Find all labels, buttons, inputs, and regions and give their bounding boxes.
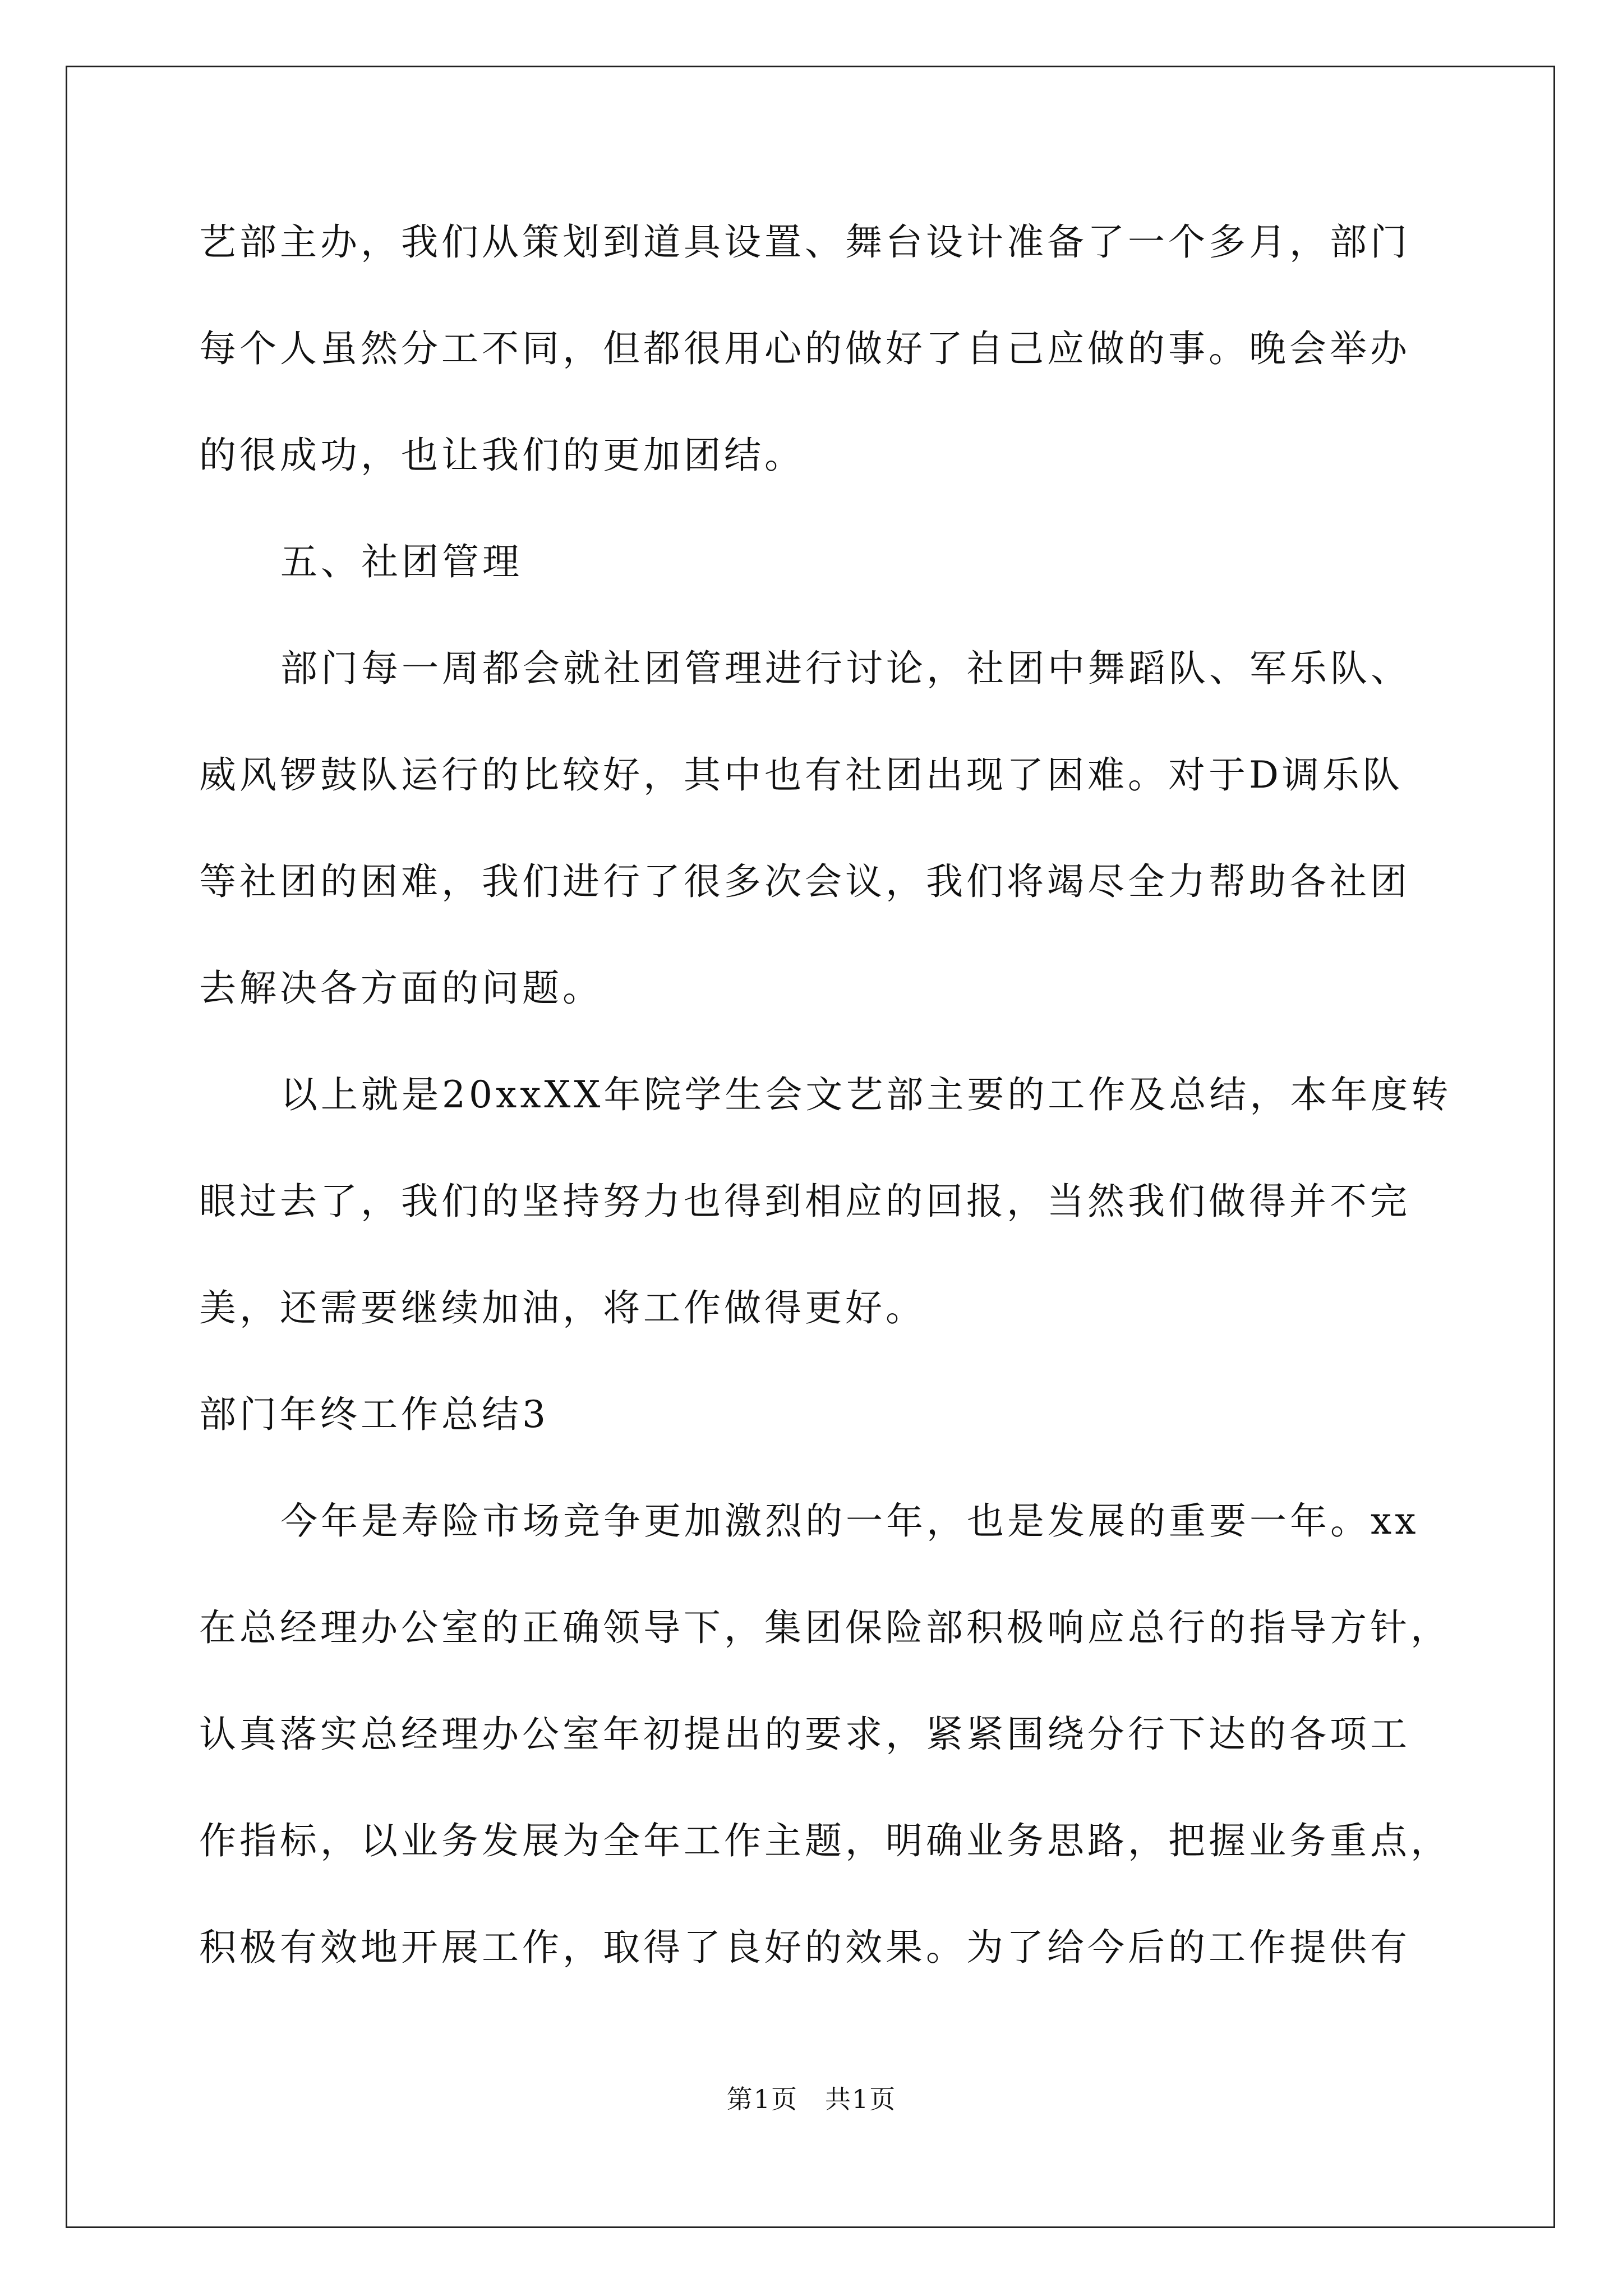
body-line-17: 积极有效地开展工作，取得了良好的效果。为了给今后的工作提供有: [199, 1926, 1410, 1969]
page-number-footer: 第1页 共1页: [726, 2084, 897, 2114]
body-line-2: 每个人虽然分工不同，但都很用心的做好了自己应做的事。晚会举办: [199, 327, 1410, 370]
body-line-7: 等社团的困难，我们进行了很多次会议，我们将竭尽全力帮助各社团: [199, 860, 1410, 903]
page-border: [66, 66, 1555, 2228]
section-title-summary-3: 部门年终工作总结3: [199, 1393, 549, 1436]
body-line-16: 作指标，以业务发展为全年工作主题，明确业务思路，把握业务重点，: [199, 1819, 1451, 1862]
body-line-8: 去解决各方面的问题。: [199, 967, 603, 1010]
body-line-11: 美，还需要继续加油，将工作做得更好。: [199, 1286, 926, 1329]
body-line-10: 眼过去了，我们的坚持努力也得到相应的回报，当然我们做得并不完: [199, 1180, 1410, 1223]
body-line-3: 的很成功，也让我们的更加团结。: [199, 434, 805, 477]
body-line-5: 部门每一周都会就社团管理进行讨论，社团中舞蹈队、军乐队、: [280, 647, 1411, 690]
body-line-6: 威风锣鼓队运行的比较好，其中也有社团出现了困难。对于D调乐队: [199, 753, 1403, 797]
body-line-14: 在总经理办公室的正确领导下，集团保险部积极响应总行的指导方针，: [199, 1606, 1451, 1649]
body-line-15: 认真落实总经理办公室年初提出的要求，紧紧围绕分行下达的各项工: [199, 1713, 1410, 1756]
body-line-9: 以上就是20xxXX年院学生会文艺部主要的工作及总结，本年度转: [280, 1073, 1452, 1116]
body-line-13: 今年是寿险市场竞争更加激烈的一年，也是发展的重要一年。xx: [280, 1499, 1419, 1543]
body-line-1: 艺部主办，我们从策划到道具设置、舞台设计准备了一个多月，部门: [199, 220, 1410, 264]
section-heading-club-management: 五、社团管理: [280, 540, 523, 583]
